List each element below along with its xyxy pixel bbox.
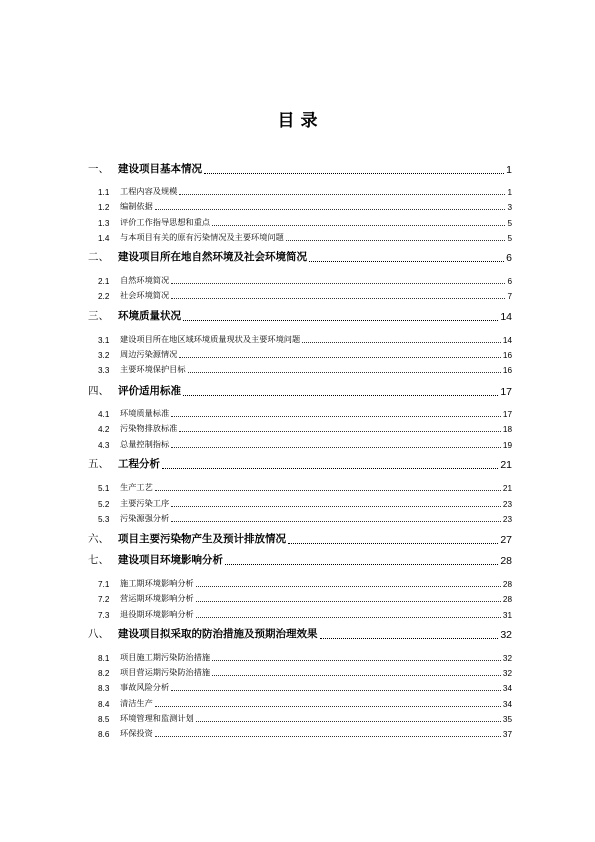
toc-title: 与本项目有关的原有污染情况及主要环境问题 — [120, 232, 284, 242]
dot-leader — [179, 431, 501, 432]
toc-page-number: 32 — [500, 629, 512, 641]
toc-page-number: 16 — [502, 366, 512, 375]
toc-entry[interactable] — [98, 421, 512, 434]
toc-number: 8.4 — [98, 700, 110, 709]
dot-leader — [171, 298, 505, 299]
toc-entry[interactable] — [98, 591, 512, 604]
toc-page-number: 17 — [500, 386, 512, 398]
toc-title: 编制依据 — [120, 201, 153, 211]
dot-leader — [196, 586, 501, 587]
toc-page-number: 23 — [502, 515, 512, 524]
toc-title: 评价工作指导思想和重点 — [120, 217, 211, 227]
toc-entry[interactable] — [98, 607, 512, 620]
toc-title: 营运期环境影响分析 — [120, 593, 194, 603]
toc-number: 一、 — [88, 163, 109, 175]
toc-title: 评价适用标准 — [118, 385, 181, 397]
toc-title: 项目主要污染物产生及预计排放情况 — [118, 533, 286, 545]
toc-title: 事故风险分析 — [120, 682, 170, 692]
toc-entry[interactable] — [98, 511, 512, 524]
toc-title: 清洁生产 — [120, 698, 153, 708]
dot-leader — [212, 225, 505, 226]
toc-entry[interactable] — [98, 184, 512, 197]
toc-number: 3.3 — [98, 366, 110, 375]
toc-page-number: 6 — [506, 252, 512, 264]
toc-page-number: 6 — [507, 277, 512, 286]
dot-leader — [188, 372, 501, 373]
dot-leader — [183, 395, 498, 396]
toc-page-number: 37 — [502, 730, 512, 739]
dot-leader — [171, 690, 501, 691]
toc-entry[interactable] — [98, 347, 512, 360]
dot-leader — [155, 490, 501, 491]
toc-number: 7.3 — [98, 611, 110, 620]
toc-title: 生产工艺 — [120, 482, 153, 492]
toc-entry[interactable] — [98, 576, 512, 589]
dot-leader — [309, 261, 504, 262]
toc-title: 主要污染工序 — [120, 498, 170, 508]
toc-title: 建设项目基本情况 — [118, 163, 202, 175]
dot-leader — [320, 638, 499, 639]
toc-section[interactable] — [88, 248, 512, 264]
toc-title: 工程内容及规模 — [120, 186, 178, 196]
toc-number: 8.2 — [98, 669, 110, 678]
toc-number: 5.2 — [98, 500, 110, 509]
toc-title: 建设项目所在地自然环境及社会环境简况 — [118, 251, 307, 263]
toc-number: 2.2 — [98, 292, 110, 301]
dot-leader — [155, 706, 501, 707]
toc-number: 四、 — [88, 385, 109, 397]
dot-leader — [179, 357, 501, 358]
toc-page-number: 16 — [502, 351, 512, 360]
toc-number: 1.4 — [98, 234, 110, 243]
dot-leader — [204, 173, 504, 174]
dot-leader — [171, 447, 501, 448]
toc-entry[interactable] — [98, 496, 512, 509]
toc-page-number: 23 — [502, 500, 512, 509]
toc-number: 3.2 — [98, 351, 110, 360]
toc-number: 5.1 — [98, 484, 110, 493]
toc-number: 8.6 — [98, 730, 110, 739]
toc-number: 4.2 — [98, 425, 110, 434]
toc-title: 建设项目环境影响分析 — [118, 554, 223, 566]
toc-page-number: 32 — [502, 654, 512, 663]
toc-page-number: 17 — [502, 410, 512, 419]
toc-page-number: 34 — [502, 700, 512, 709]
toc-number: 七、 — [88, 554, 109, 566]
toc-entry[interactable] — [98, 665, 512, 678]
toc-number: 1.1 — [98, 188, 110, 197]
dot-leader — [179, 194, 505, 195]
toc-section[interactable] — [88, 625, 512, 641]
toc-page-number: 32 — [502, 669, 512, 678]
dot-leader — [286, 240, 506, 241]
dot-leader — [212, 660, 501, 661]
toc-number: 8.1 — [98, 654, 110, 663]
toc-page-number: 21 — [502, 484, 512, 493]
toc-entry[interactable] — [98, 406, 512, 419]
toc-section[interactable] — [88, 382, 512, 398]
toc-title: 项目营运期污染防治措施 — [120, 667, 211, 677]
toc-page-number: 34 — [502, 684, 512, 693]
toc-entry[interactable] — [98, 650, 512, 663]
dot-leader — [155, 209, 506, 210]
toc-number: 3.1 — [98, 336, 110, 345]
toc-section[interactable] — [88, 307, 512, 323]
toc-number: 5.3 — [98, 515, 110, 524]
toc-number: 五、 — [88, 458, 109, 470]
dot-leader — [196, 601, 501, 602]
toc-title: 建设项目拟采取的防治措施及预期治理效果 — [118, 628, 318, 640]
toc-entry[interactable] — [98, 711, 512, 724]
toc-page-number: 31 — [502, 611, 512, 620]
toc-entry[interactable] — [98, 680, 512, 693]
toc-title: 退役期环境影响分析 — [120, 609, 194, 619]
toc-title: 周边污染源情况 — [120, 349, 178, 359]
toc-title: 环境质量状况 — [118, 310, 181, 322]
toc-title: 项目施工期污染防治措施 — [120, 652, 211, 662]
toc-entry[interactable] — [98, 288, 512, 301]
toc-number: 六、 — [88, 533, 109, 545]
toc-page-number: 28 — [502, 595, 512, 604]
dot-leader — [171, 283, 505, 284]
dot-leader — [171, 506, 501, 507]
toc-number: 三、 — [88, 310, 109, 322]
toc-page-number: 19 — [502, 441, 512, 450]
toc-number: 二、 — [88, 251, 109, 263]
dot-leader — [171, 416, 501, 417]
dot-leader — [162, 468, 498, 469]
toc-page-number: 27 — [500, 534, 512, 546]
toc-entry[interactable] — [98, 437, 512, 450]
toc-title: 施工期环境影响分析 — [120, 578, 194, 588]
page-title: 目 录 — [277, 111, 318, 131]
toc-entry[interactable] — [98, 199, 512, 212]
toc-number: 1.3 — [98, 219, 110, 228]
toc-page-number: 14 — [500, 311, 512, 323]
dot-leader — [196, 721, 501, 722]
toc-number: 8.3 — [98, 684, 110, 693]
dot-leader — [196, 617, 501, 618]
toc-section[interactable] — [88, 160, 512, 176]
dot-leader — [212, 675, 501, 676]
toc-title: 总量控制指标 — [120, 439, 170, 449]
toc-title: 社会环境简况 — [120, 290, 170, 300]
toc-title: 环境管理和监测计划 — [120, 713, 194, 723]
toc-section[interactable] — [88, 530, 512, 546]
toc-entry[interactable] — [98, 726, 512, 739]
toc-number: 8.5 — [98, 715, 110, 724]
toc-title: 主要环境保护目标 — [120, 364, 186, 374]
toc-title: 污染源强分析 — [120, 513, 170, 523]
toc-section[interactable] — [88, 551, 512, 567]
toc-title: 环境质量标准 — [120, 408, 170, 418]
toc-page-number: 21 — [500, 459, 512, 471]
toc-section[interactable] — [88, 455, 512, 471]
toc-page-number: 3 — [507, 203, 512, 212]
toc-entry[interactable] — [98, 480, 512, 493]
dot-leader — [288, 543, 498, 544]
toc-number: 八、 — [88, 628, 109, 640]
dot-leader — [171, 521, 501, 522]
toc-number: 7.1 — [98, 580, 110, 589]
toc-page-number: 5 — [507, 219, 512, 228]
toc-entry[interactable] — [98, 332, 512, 345]
dot-leader — [225, 564, 498, 565]
toc-title: 建设项目所在地区域环境质量现状及主要环境问题 — [120, 334, 301, 344]
toc-number: 7.2 — [98, 595, 110, 604]
toc-page-number: 1 — [507, 188, 512, 197]
toc-number: 4.1 — [98, 410, 110, 419]
toc-title: 自然环境简况 — [120, 275, 170, 285]
dot-leader — [183, 320, 498, 321]
dot-leader — [155, 736, 501, 737]
toc-page-number: 28 — [502, 580, 512, 589]
toc-entry[interactable] — [98, 273, 512, 286]
toc-page-number: 18 — [502, 425, 512, 434]
toc-number: 4.3 — [98, 441, 110, 450]
toc-page-number: 14 — [502, 336, 512, 345]
toc-title: 环保投资 — [120, 728, 153, 738]
toc-number: 1.2 — [98, 203, 110, 212]
toc-page-number: 28 — [500, 555, 512, 567]
toc-page-number: 7 — [507, 292, 512, 301]
toc-entry[interactable] — [98, 696, 512, 709]
toc-page-number: 1 — [506, 164, 512, 176]
toc-entry[interactable] — [98, 230, 512, 243]
toc-title: 污染物排放标准 — [120, 423, 178, 433]
toc-entry[interactable] — [98, 215, 512, 228]
toc-page-number: 35 — [502, 715, 512, 724]
toc-page-number: 5 — [507, 234, 512, 243]
toc-entry[interactable] — [98, 362, 512, 375]
dot-leader — [302, 342, 501, 343]
toc-title: 工程分析 — [118, 458, 160, 470]
toc-number: 2.1 — [98, 277, 110, 286]
